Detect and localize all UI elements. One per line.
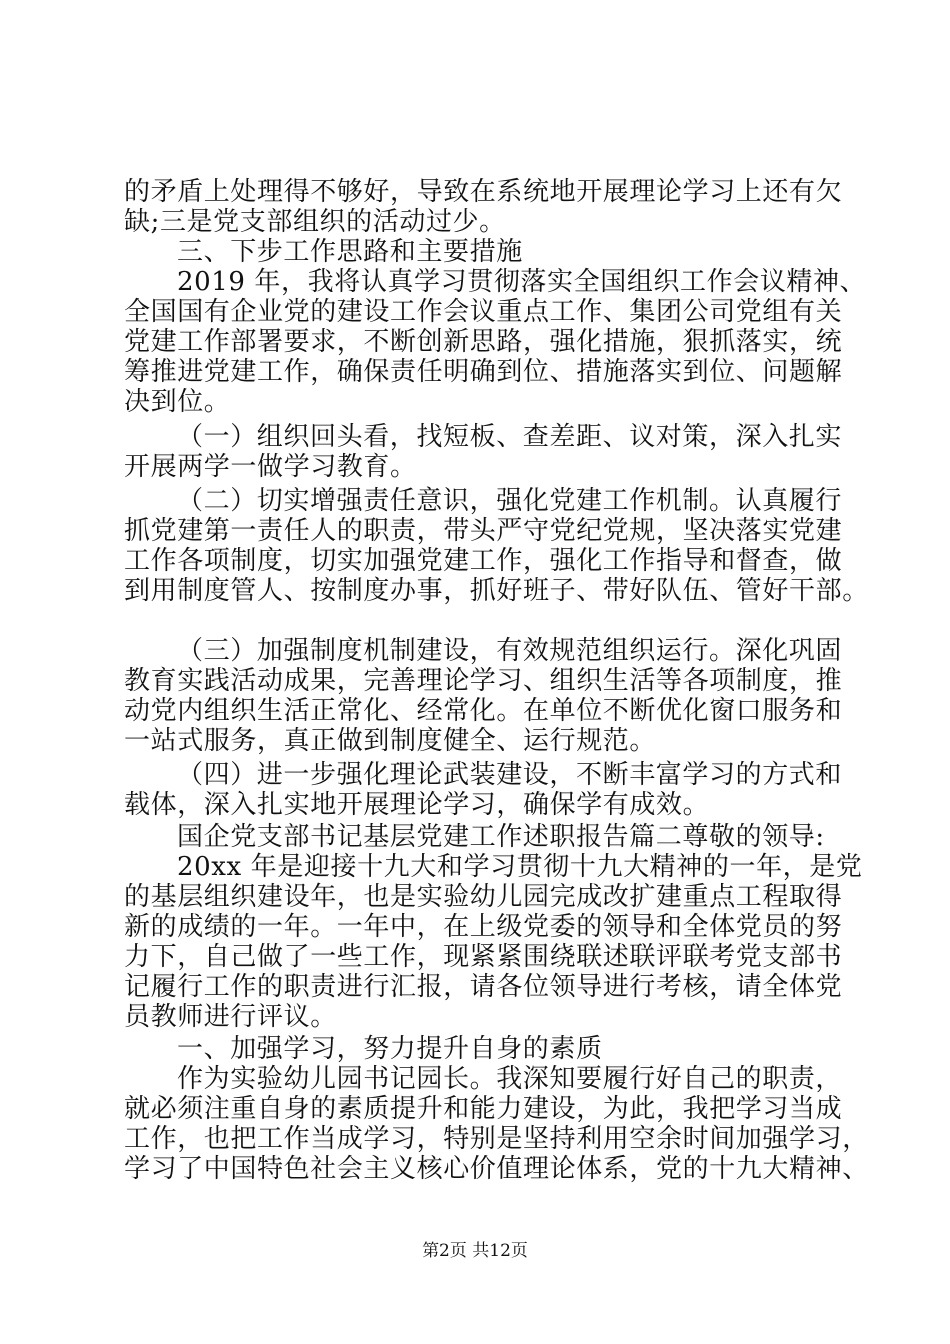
text-line: 教育实践活动成果，完善理论学习、组织生活等各项制度，推 (124, 666, 843, 696)
text-line: （四）进一步强化理论武装建设，不断丰富学习的方式和 (177, 760, 843, 790)
text-line: （三）加强制度机制建设，有效规范组织运行。深化巩固 (177, 636, 843, 666)
text-line: 全国国有企业党的建设工作会议重点工作、集团公司党组有关 (124, 297, 843, 327)
text-line: 学习了中国特色社会主义核心价值理论体系，党的十九大精神、 (124, 1154, 869, 1184)
text-line: 载体，深入扎实地开展理论学习，确保学有成效。 (124, 790, 710, 820)
text-line: （二）切实增强责任意识，强化党建工作机制。认真履行 (177, 486, 843, 516)
text-line: 缺;三是党支部组织的活动过少。 (124, 207, 506, 237)
section-heading: 一、加强学习，努力提升自身的素质 (177, 1034, 603, 1064)
text-line: 的矛盾上处理得不够好，导致在系统地开展理论学习上还有欠 (124, 177, 843, 207)
text-line: 记履行工作的职责进行汇报，请各位领导进行考核，请全体党 (124, 972, 843, 1002)
page-number-footer: 第2页 共12页 (422, 1241, 528, 1261)
text-line: 党建工作部署要求，不断创新思路，强化措施，狠抓落实，统 (124, 327, 843, 357)
text-line: 新的成绩的一年。一年中，在上级党委的领导和全体党员的努 (124, 912, 843, 942)
text-line: 力下，自己做了一些工作，现紧紧围绕联述联评联考党支部书 (124, 942, 843, 972)
text-line: 作为实验幼儿园书记园长。我深知要履行好自己的职责， (177, 1064, 843, 1094)
text-line: 决到位。 (124, 387, 231, 417)
text-line: 20xx 年是迎接十九大和学习贯彻十九大精神的一年，是党 (177, 852, 863, 882)
text-line: 就必须注重自身的素质提升和能力建设，为此，我把学习当成 (124, 1094, 843, 1124)
text-line: 工作，也把工作当成学习，特别是坚持利用空余时间加强学习， (124, 1124, 869, 1154)
text-line: 员教师进行评议。 (124, 1002, 337, 1032)
text-line: 工作各项制度，切实加强党建工作，强化工作指导和督查，做 (124, 546, 843, 576)
section-heading: 国企党支部书记基层党建工作述职报告篇二尊敬的领导: (177, 822, 825, 852)
section-heading: 三、下步工作思路和主要措施 (177, 237, 523, 267)
text-line: （一）组织回头看，找短板、查差距、议对策，深入扎实 (177, 422, 843, 452)
text-line: 一站式服务，真正做到制度健全、运行规范。 (124, 726, 657, 756)
text-line: 2019 年，我将认真学习贯彻落实全国组织工作会议精神、 (177, 267, 867, 297)
text-line: 筹推进党建工作，确保责任明确到位、措施落实到位、问题解 (124, 357, 843, 387)
text-line: 的基层组织建设年，也是实验幼儿园完成改扩建重点工程取得 (124, 882, 843, 912)
text-line: 抓党建第一责任人的职责，带头严守党纪党规，坚决落实党建 (124, 516, 843, 546)
text-line: 动党内组织生活正常化、经常化。在单位不断优化窗口服务和 (124, 696, 843, 726)
text-line: 开展两学一做学习教育。 (124, 452, 417, 482)
text-line: 到用制度管人、按制度办事，抓好班子、带好队伍、管好干部。 (124, 576, 869, 606)
